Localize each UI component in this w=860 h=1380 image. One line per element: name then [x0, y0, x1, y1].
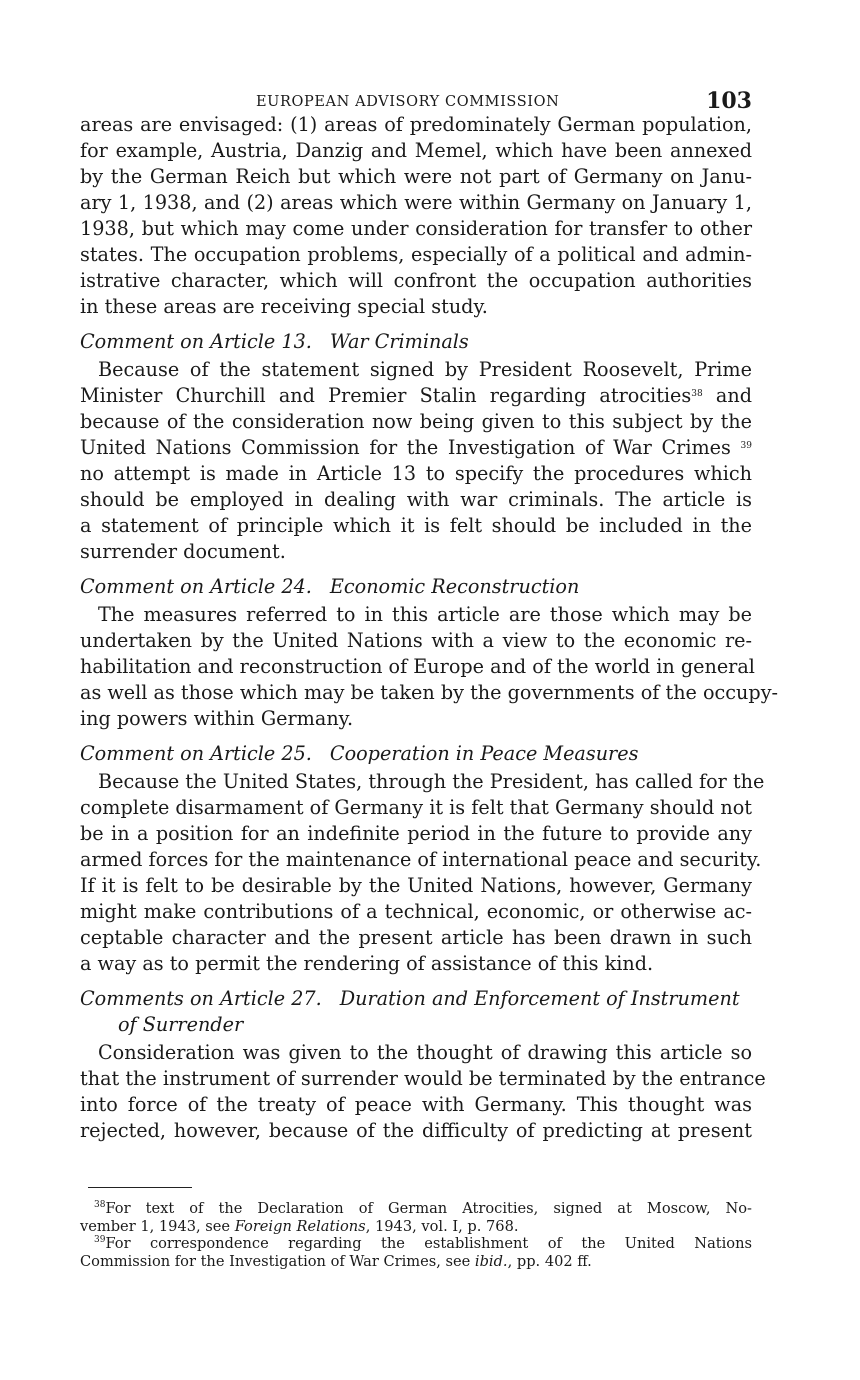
text-line: Because of the statement signed by President Roosevelt, Prime — [98, 358, 752, 381]
text-line: surrender document. — [80, 540, 286, 563]
heading-subject: Duration and Enforcement of Instrument — [339, 987, 740, 1010]
text-line: ary 1, 1938, and (2) areas which were within Germany on January 1, — [80, 191, 752, 214]
body-text — [80, 110, 779, 1144]
text-line: armed forces for the maintenance of international peace and security. — [80, 848, 762, 871]
heading-label: Comments on Article 27. — [80, 987, 322, 1010]
heading-label: Comment on Article 24. — [80, 575, 312, 598]
heading-subject: Cooperation in Peace Measures — [329, 742, 639, 765]
footnote-divider — [88, 1187, 192, 1188]
text-line: should be employed in dealing with war criminals. The article is — [80, 488, 752, 511]
text-line: If it is felt to be desirable by the United Nations, however, Germany — [80, 874, 752, 897]
paragraph-economic-reconstruction — [80, 602, 779, 732]
text-line: because of the consideration now being given to this subject by the — [80, 410, 752, 433]
text-line: by the German Reich but which were not part of Germany on Janu- — [80, 165, 752, 188]
text-line: ceptable character and the present article has been drawn in such — [80, 926, 752, 949]
section-heading-article-27 — [80, 986, 752, 1012]
text-line: states. The occupation problems, especially of a political and admin- — [80, 243, 752, 266]
text-line: undertaken by the United Nations with a view to the economic re- — [80, 629, 752, 652]
paragraph-peace-measures — [80, 769, 765, 977]
paragraph-war-criminals — [80, 357, 752, 565]
footnote-ref-39[interactable]: 39 — [740, 441, 752, 451]
footnotes — [80, 1200, 752, 1270]
text-line: ing powers within Germany. — [80, 707, 354, 730]
text-line: in these areas are receiving special study. — [80, 295, 488, 318]
footnote-39-cont: Commission for the Investigation of War Crimes, see ibid., pp. 402 ff. — [80, 1252, 592, 1270]
text-line: a statement of principle which it is felt should be included in the — [80, 514, 752, 537]
text-line: 1938, but which may come under consideration for transfer to other — [80, 217, 752, 240]
page-number: 103 — [706, 88, 752, 114]
footnote-39: $^{39}$For correspondence regarding the establishment of the United Nations — [94, 1235, 752, 1252]
text-line: The measures referred to in this article are those which may be — [98, 603, 752, 626]
text-line: habilitation and reconstruction of Europe and of the world in general — [80, 655, 755, 678]
text-line: complete disarmament of Germany it is felt that Germany should not — [80, 796, 752, 819]
heading-label: Comment on Article 13. — [80, 330, 312, 353]
footnote-38: $^{38}$For text of the Declaration of German Atrocities, signed at Moscow, No- — [94, 1200, 752, 1217]
footnote-38-cont: vember 1, 1943, see Foreign Relations, 1943, vol. I, p. 768. — [80, 1217, 519, 1235]
text-line: that the instrument of surrender would be terminated by the entrance — [80, 1067, 766, 1090]
text-line: as well as those which may be taken by the governments of the occupy- — [80, 681, 779, 704]
text-line: a way as to permit the rendering of assistance of this kind. — [80, 952, 654, 975]
text-line: istrative character, which will confront the occupation authorities — [80, 269, 752, 292]
text-line: might make contributions of a technical, economic, or otherwise ac- — [80, 900, 752, 923]
heading-subject: Economic Reconstruction — [329, 575, 580, 598]
footnote-ref-38[interactable]: 38 — [691, 389, 703, 399]
text-line: Because the United States, through the President, has called for the — [98, 770, 765, 793]
section-heading-article-25 — [80, 741, 752, 767]
text-line: no attempt is made in Article 13 to specify the procedures which — [80, 462, 752, 485]
section-heading-article-13 — [80, 329, 752, 355]
text-line: Minister Churchill and Premier Stalin regarding atrocities$^{38}$ and — [80, 384, 752, 407]
text-line: rejected, however, because of the difficulty of predicting at present — [80, 1119, 752, 1142]
text-line: for example, Austria, Danzig and Memel, which have been annexed — [80, 139, 752, 162]
heading-subject: War Criminals — [329, 330, 469, 353]
section-heading-article-24 — [80, 574, 752, 600]
section-heading-continuation: of Surrender — [118, 1013, 244, 1036]
text-line: areas are envisaged: (1) areas of predominately German population, — [80, 113, 752, 136]
heading-label: Comment on Article 25. — [80, 742, 312, 765]
text-line: Consideration was given to the thought of drawing this article so — [98, 1041, 752, 1064]
paragraph-occupation-areas — [80, 112, 752, 320]
text-line: United Nations Commission for the Investigation of War Crimes $^{39}$ — [80, 436, 752, 459]
text-line: be in a position for an indefinite period in the future to provide any — [80, 822, 752, 845]
running-title: EUROPEAN ADVISORY COMMISSION — [256, 94, 560, 110]
text-line: into force of the treaty of peace with Germany. This thought was — [80, 1093, 752, 1116]
paragraph-duration — [80, 1040, 766, 1144]
